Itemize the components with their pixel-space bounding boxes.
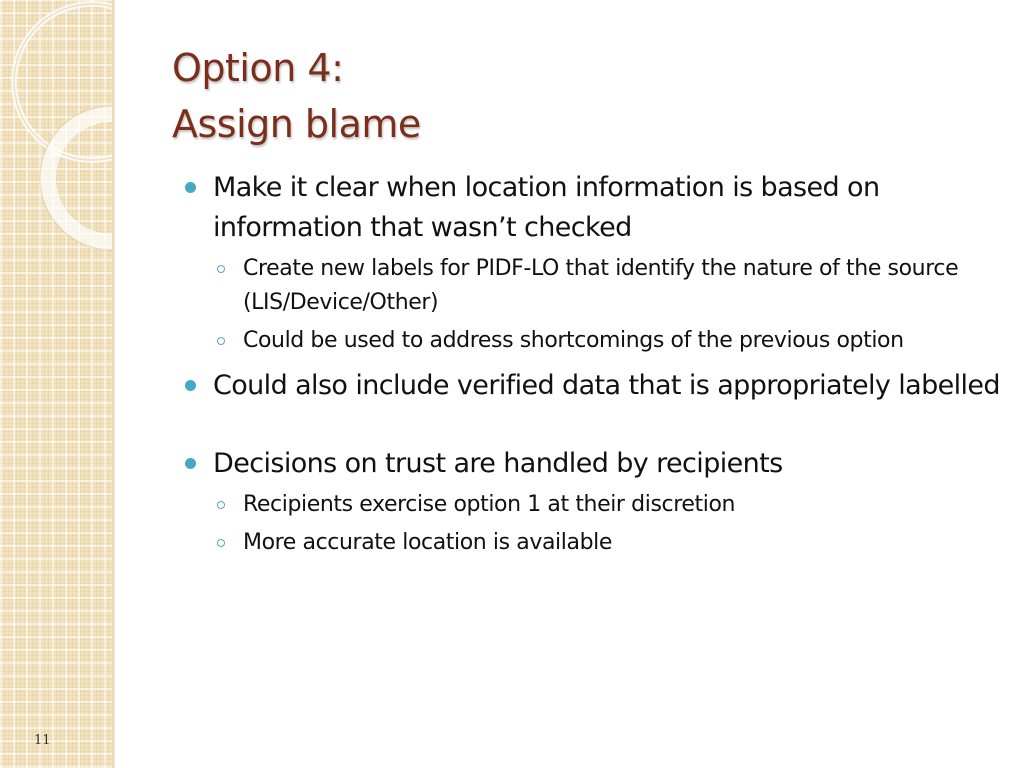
bullet-text: Could also include verified data that is appropriately labelled	[213, 370, 1000, 401]
sub-bullet-item	[183, 526, 1003, 560]
slide-title	[172, 40, 421, 152]
bullet-text: Make it clear when location information is based on information that wasn’t checked	[213, 172, 880, 243]
sub-bullet-ring-icon	[217, 539, 225, 547]
sub-bullet-ring-icon	[217, 501, 225, 509]
bullet-dot-icon	[185, 458, 196, 469]
sub-bullet-item	[183, 252, 1003, 320]
sidebar-divider	[112, 0, 115, 768]
bullet-item	[183, 366, 1003, 406]
bullet-dot-icon	[185, 380, 196, 391]
bullet-item	[183, 444, 1003, 484]
sub-bullet-item	[183, 324, 1003, 358]
spacer	[183, 358, 1003, 366]
bullet-dot-icon	[185, 182, 196, 193]
sub-bullet-ring-icon	[217, 337, 225, 345]
slide-number: 11	[34, 733, 51, 748]
spacer	[183, 406, 1003, 444]
sub-bullet-text: Recipients exercise option 1 at their discretion	[243, 492, 736, 517]
sub-bullet-text: More accurate location is available	[243, 530, 612, 555]
sub-bullet-text: Create new labels for PIDF-LO that identify the nature of the source (LIS/Device/Other)	[243, 256, 959, 315]
title-line-2: Assign blame	[172, 102, 421, 146]
decorative-circles	[0, 0, 112, 768]
bullet-text: Decisions on trust are handled by recipients	[213, 448, 783, 479]
title-line-1: Option 4:	[172, 46, 344, 90]
sub-bullet-ring-icon	[217, 265, 225, 273]
bullet-item	[183, 168, 1003, 248]
sub-bullet-text: Could be used to address shortcomings of the previous option	[243, 328, 904, 353]
sub-bullet-item	[183, 488, 1003, 522]
decorative-sidebar	[0, 0, 112, 768]
slide-body	[183, 168, 1003, 560]
